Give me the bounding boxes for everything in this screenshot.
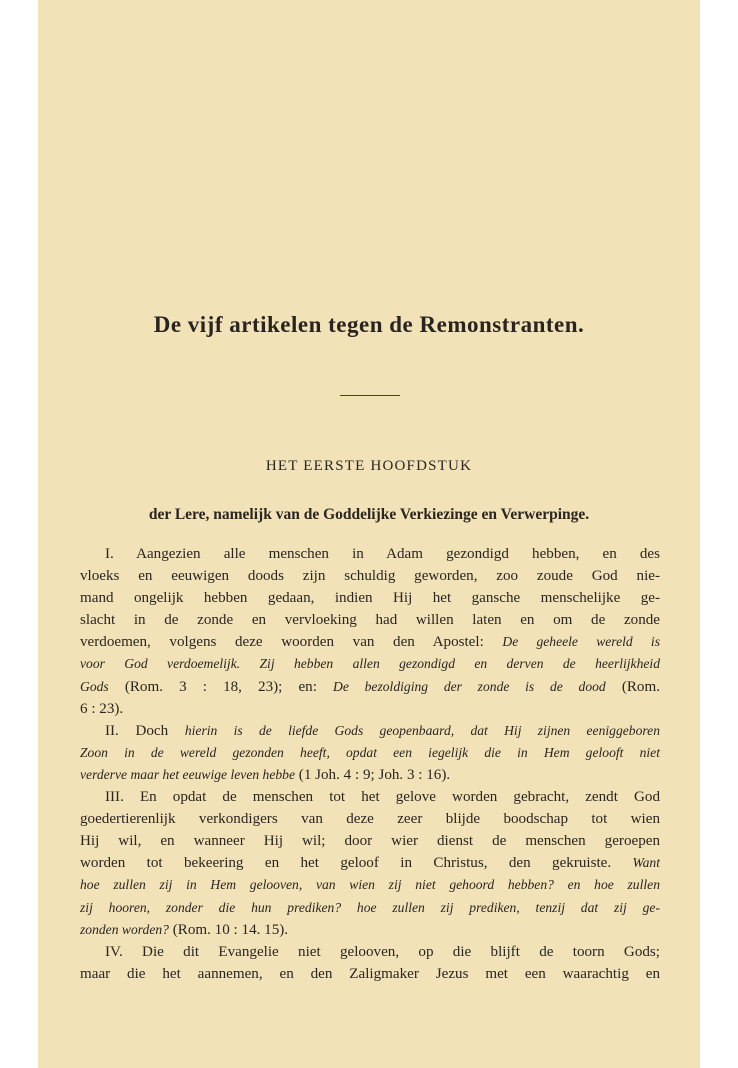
text-line [80, 587, 660, 609]
text-run: (1 Joh. 4 : 9; Joh. 3 : 16). [295, 766, 451, 783]
text-line [80, 830, 660, 852]
italic-text: Want [632, 855, 660, 871]
text-line [80, 808, 660, 830]
italic-text: voor God verdoemelijk. Zij hebben allen gezondigd en derven de heerlijkheid [80, 656, 660, 672]
text-run: II. Doch [105, 722, 185, 739]
text-run: IV. Die dit Evangelie niet gelooven, op die blijft de toorn Gods; [105, 943, 660, 960]
book-page [38, 0, 700, 1068]
text-line [80, 609, 660, 631]
title-divider [340, 395, 400, 396]
text-run: maar die het aannemen, en den Zaligmaker Jezus met een waarachtig en [80, 965, 660, 982]
paragraph [80, 543, 660, 720]
text-line [80, 720, 660, 742]
text-run: I. Aangezien alle menschen in Adam gezondigd hebben, en des [105, 546, 660, 562]
article-body [80, 543, 660, 985]
italic-text: De geheele wereld is [502, 634, 660, 650]
italic-text: Gods [80, 678, 109, 694]
text-line [80, 676, 660, 698]
text-run: vloeks en eeuwigen doods zijn schuldig geworden, zoo zoude God nie- [80, 568, 660, 585]
italic-text: De bezoldiging der zonde is de dood [333, 678, 606, 694]
text-line [80, 543, 660, 565]
text-line [80, 963, 660, 985]
paragraph [80, 786, 660, 941]
page-title: De vijf artikelen tegen de Remonstranten. [153, 312, 585, 337]
text-line [80, 698, 660, 720]
text-line [80, 919, 660, 941]
text-run: 6 : 23). [80, 700, 124, 717]
text-line [80, 764, 660, 786]
text-run: mand ongelijk hebben gedaan, indien Hij het gansche menschelijke ge- [80, 590, 660, 607]
text-run: Hij wil, en wanneer Hij wil; door wier dienst de menschen geroepen [80, 833, 660, 850]
text-line [80, 941, 660, 963]
text-run: (Rom. [605, 678, 660, 695]
text-run: (Rom. 3 : 18, 23); en: [108, 678, 334, 695]
text-line [80, 852, 660, 874]
text-line [80, 897, 660, 919]
italic-text: Zoon in de wereld gezonden heeft, opdat een iegelijk die in Hem gelooft niet [80, 744, 660, 760]
text-run: goedertierenlijk verkondigers van deze zeer blijde boodschap tot wien [80, 811, 660, 828]
italic-text: hoe zullen zij in Hem gelooven, van wien zij niet gehoord hebben? en hoe zullen [80, 877, 660, 893]
text-line [80, 653, 660, 675]
italic-text: zij hooren, zonder die hun prediken? hoe zullen zij prediken, tenzij dat zij ge- [80, 899, 660, 915]
text-run: worden tot bekeering en het geloof in Christus, den gekruiste. [80, 855, 633, 872]
text-line [80, 742, 660, 764]
text-run: verdoemen, volgens deze woorden van den Apostel: [80, 634, 503, 651]
paragraph [80, 720, 660, 786]
paragraph [80, 941, 660, 985]
italic-text: verderve maar het eeuwige leven hebbe [80, 766, 296, 782]
text-run: III. En opdat de menschen tot het gelove worden gebracht, zendt God [105, 789, 660, 806]
italic-text: zonden worden? [80, 921, 169, 937]
text-line [80, 631, 660, 653]
chapter-heading: HET EERSTE HOOFDSTUK [265, 458, 473, 474]
chapter-subtitle: der Lere, namelijk van de Goddelijke Verkiezinge en Verwerpinge. [148, 506, 590, 523]
text-run: slacht in de zonde en vervloeking had willen laten en om de zonde [80, 612, 660, 629]
text-line [80, 565, 660, 587]
text-run: (Rom. 10 : 14. 15). [168, 921, 289, 938]
italic-text: hierin is de liefde Gods geopenbaard, dat Hij zijnen eeniggeboren [184, 722, 660, 738]
text-line [80, 874, 660, 896]
text-line [80, 786, 660, 808]
